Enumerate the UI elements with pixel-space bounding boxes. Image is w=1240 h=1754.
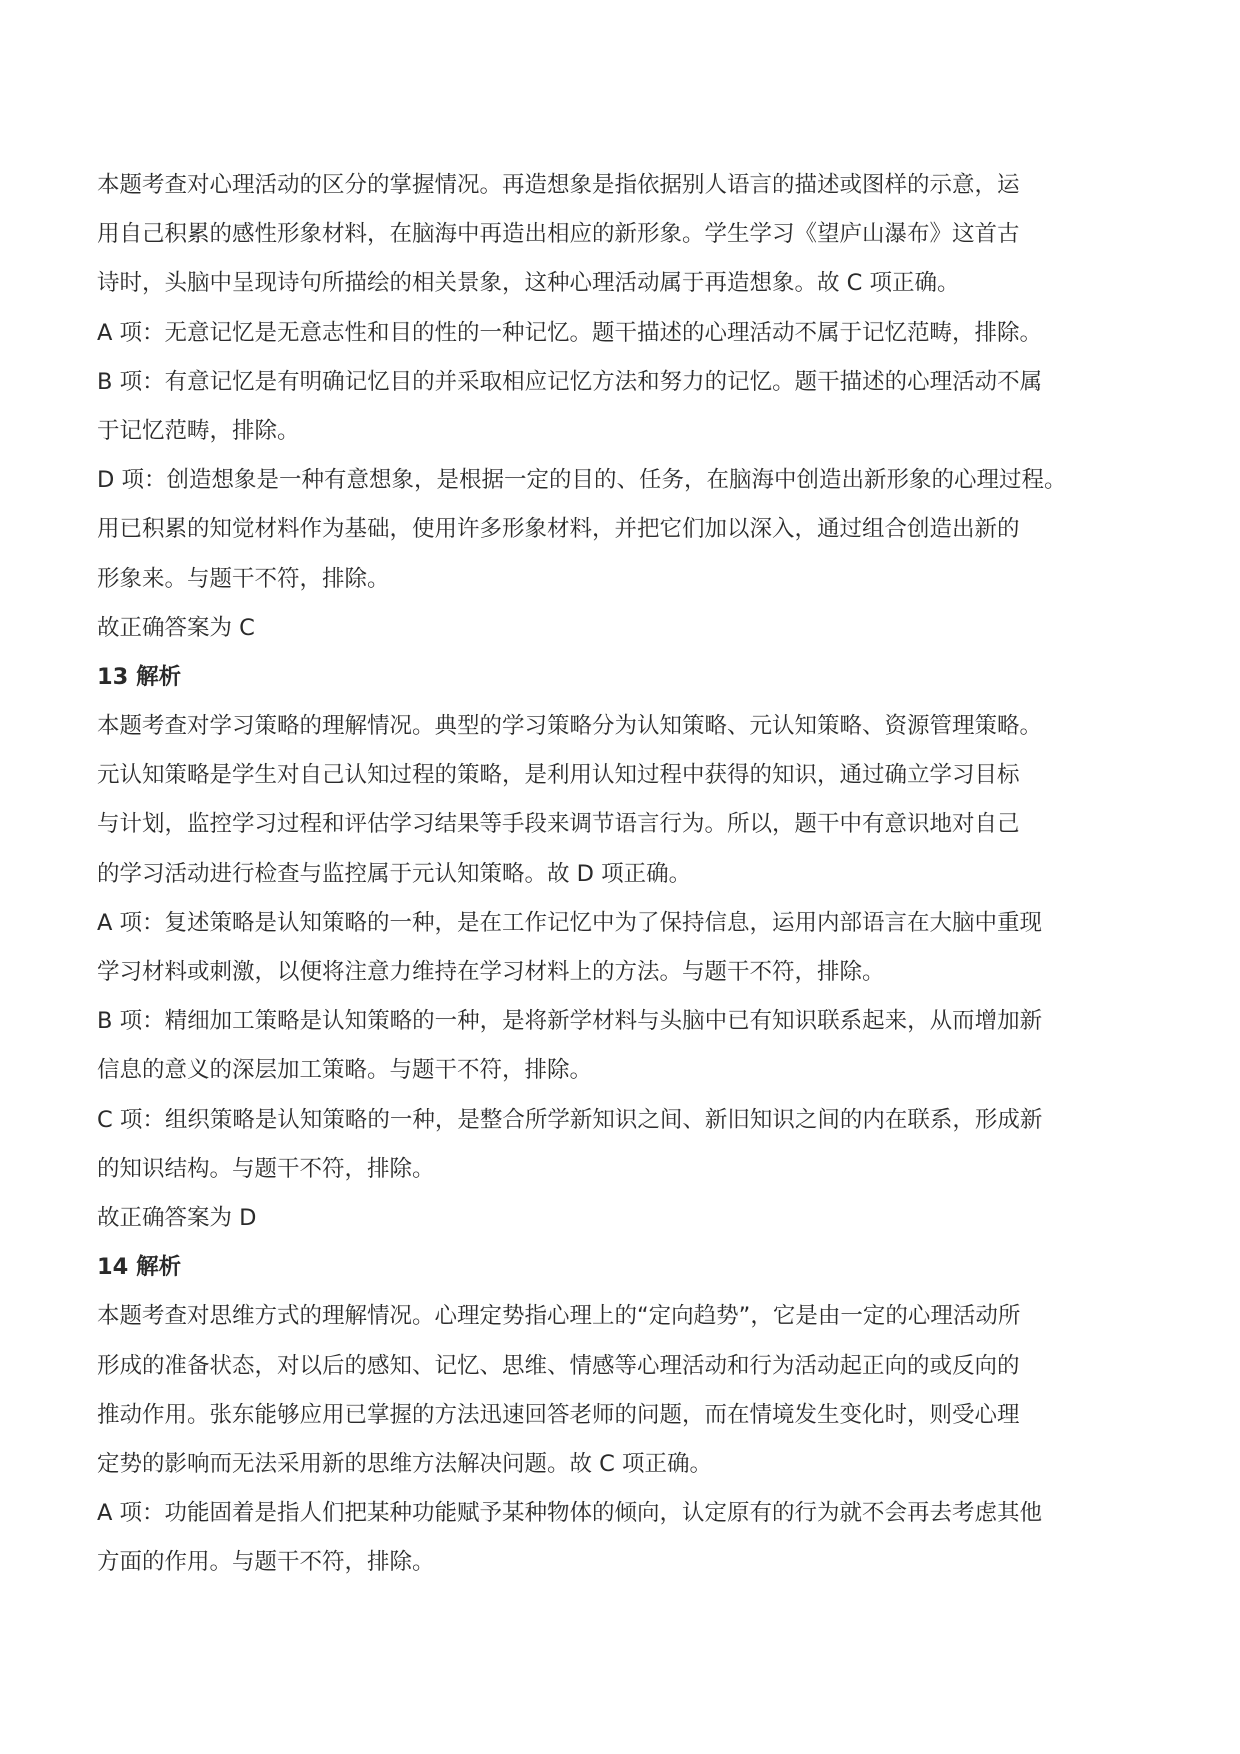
text-line: 本题考查对心理活动的区分的掌握情况。再造想象是指依据别人语言的描述或图样的示意，运 [97,172,1020,198]
section-heading: 13 解析 [97,663,182,690]
text-line: 用已积累的知觉材料作为基础，使用许多形象材料，并把它们加以深入，通过组合创造出新的 [97,516,1020,543]
document-body [97,161,1187,1587]
text-line: A 项：功能固着是指人们把某种功能赋予某种物体的倾向，认定原有的行为就不会再去考虑其他 [97,1500,1043,1527]
text-line: 诗时，头脑中呈现诗句所描绘的相关景象，这种心理活动属于再造想象。故 C 项正确。 [97,270,960,297]
text-line: 方面的作用。与题干不符，排除。 [97,1549,435,1576]
text-line: 于记忆范畴，排除。 [97,417,300,444]
text-line: A 项：无意记忆是无意志性和目的性的一种记忆。题干描述的心理活动不属于记忆范畴，排除。 [97,319,1043,346]
section-heading: 14 解析 [97,1254,182,1281]
text-line: 元认知策略是学生对自己认知过程的策略，是利用认知过程中获得的知识，通过确立学习目标 [97,762,1020,789]
text-line: 与计划，监控学习过程和评估学习结果等手段来调节语言行为。所以，题干中有意识地对自己 [97,811,1020,838]
text-line: 故正确答案为 C [97,614,255,641]
text-line: 推动作用。张东能够应用已掌握的方法迅速回答老师的问题，而在情境发生变化时，则受心理 [97,1401,1020,1428]
text-line: 信息的意义的深层加工策略。与题干不符，排除。 [97,1057,593,1084]
text-line: 的知识结构。与题干不符，排除。 [97,1155,435,1182]
text-line: 形成的准备状态，对以后的感知、记忆、思维、情感等心理活动和行为活动起正向的或反向的 [97,1352,1020,1379]
text-line: 用自己积累的感性形象材料，在脑海中再造出相应的新形象。学生学习《望庐山瀑布》这首古 [97,221,1020,248]
text-line: 本题考查对思维方式的理解情况。心理定势指心理上的“定向趋势”，它是由一定的心理活动所 [97,1303,1021,1330]
text-line: B 项：精细加工策略是认知策略的一种，是将新学材料与头脑中已有知识联系起来，从而增加新 [97,1008,1043,1035]
text-line: 故正确答案为 D [97,1204,257,1231]
text-line: 学习材料或刺激，以便将注意力维持在学习材料上的方法。与题干不符，排除。 [97,959,885,985]
text-line: 形象来。与题干不符，排除。 [97,565,390,592]
text-line: B 项：有意记忆是有明确记忆目的并采取相应记忆方法和努力的记忆。题干描述的心理活动不属 [97,368,1043,395]
text-line: C 项：组织策略是认知策略的一种，是整合所学新知识之间、新旧知识之间的内在联系，形成新 [97,1106,1043,1133]
text-line: D 项：创造想象是一种有意想象，是根据一定的目的、任务，在脑海中创造出新形象的心理过程。 [97,467,1067,494]
text-line: 本题考查对学习策略的理解情况。典型的学习策略分为认知策略、元认知策略、资源管理策略。 [97,713,1043,740]
text-line: 的学习活动进行检查与监控属于元认知策略。故 D 项正确。 [97,860,692,887]
text-line: A 项：复述策略是认知策略的一种，是在工作记忆中为了保持信息，运用内部语言在大脑中重现 [97,909,1043,936]
text-line: 定势的影响而无法采用新的思维方法解决问题。故 C 项正确。 [97,1450,713,1477]
